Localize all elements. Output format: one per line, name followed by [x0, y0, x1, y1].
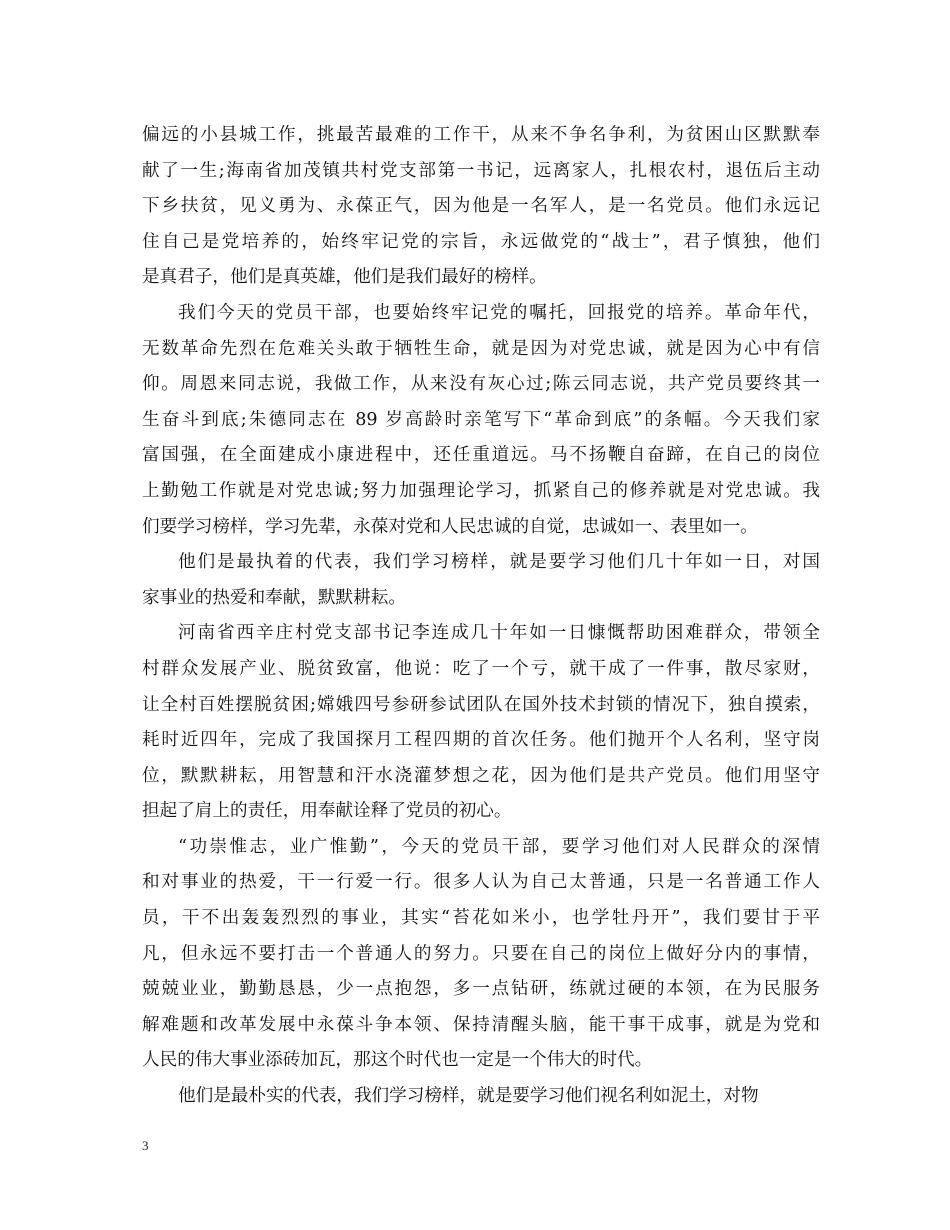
text-line: 耗时近四年，完成了我国探月工程四期的首次任务。他们抛开个人名利，坚守岗	[142, 730, 820, 751]
text-line: 住自己是党培养的，始终牢记党的宗旨，永远做党的“战士”，君子慎独，他们	[142, 231, 820, 252]
paragraph	[142, 830, 820, 1079]
text-line: 人民的伟大事业添砖加瓦，那这个时代也一定是一个伟大的时代。	[142, 1050, 653, 1071]
text-line: 让全村百姓摆脱贫困;嫦娥四号参研参试团队在国外技术封锁的情况下，独自摸索，	[142, 694, 820, 715]
text-line: 解难题和改革发展中永葆斗争本领、保持清醒头脑，能干事干成事，就是为党和	[142, 1014, 820, 1035]
text-line: 担起了肩上的责任，用奉献诠释了党员的初心。	[142, 801, 512, 822]
text-line: 生奋斗到底;朱德同志在 89 岁高龄时亲笔写下“革命到底”的条幅。今天我们家	[142, 409, 820, 430]
paragraph	[142, 296, 820, 545]
text-line: 仰。周恩来同志说，我做工作，从来没有灰心过;陈云同志说，共产党员要终其一	[142, 374, 820, 395]
text-line: 和对事业的热爱，干一行爱一行。很多人认为自己太普通，只是一名普通工作人	[142, 872, 820, 893]
text-line: 是真君子，他们是真英雄，他们是我们最好的榜样。	[142, 267, 547, 288]
paragraph	[142, 1079, 820, 1115]
text-line: 无数革命先烈在危难关头敢于牺牲生命，就是因为对党忠诚，就是因为心中有信	[142, 338, 820, 359]
text-line: 我们今天的党员干部，也要始终牢记党的嘱托，回报党的培养。革命年代，	[178, 302, 820, 323]
text-line: 凡，但永远不要打击一个普通人的努力。只要在自己的岗位上做好分内的事情，	[142, 943, 820, 964]
text-line: 们要学习榜样，学习先辈，永葆对党和人民忠诚的自觉，忠诚如一、表里如一。	[142, 516, 758, 537]
text-line: 偏远的小县城工作，挑最苦最难的工作干，从来不争名争利，为贫困山区默默奉	[142, 125, 820, 145]
document-body	[142, 118, 820, 1115]
text-line: 村群众发展产业、脱贫致富，他说：吃了一个亏，就干成了一件事，散尽家财，	[142, 658, 820, 679]
page-number: 3	[142, 1138, 149, 1153]
text-line: 他们是最执着的代表，我们学习榜样，就是要学习他们几十年如一日，对国	[178, 552, 820, 573]
text-line: “功崇惟志，业广惟勤”，今天的党员干部，要学习他们对人民群众的深情	[178, 836, 820, 857]
text-line: 下乡扶贫，见义勇为、永葆正气，因为他是一名军人，是一名党员。他们永远记	[142, 196, 820, 217]
text-line: 河南省西辛庄村党支部书记李连成几十年如一日慷慨帮助困难群众，带领全	[178, 623, 820, 644]
text-line: 富国强，在全面建成小康进程中，还任重道远。马不扬鞭自奋蹄，在自己的岗位	[142, 445, 820, 466]
text-line: 家事业的热爱和奉献，默默耕耘。	[142, 587, 406, 608]
text-line: 他们是最朴实的代表，我们学习榜样，就是要学习他们视名利如泥土，对物	[178, 1086, 759, 1107]
paragraph	[142, 616, 820, 830]
paragraph	[142, 545, 820, 616]
text-line: 员，干不出轰轰烈烈的事业，其实“苔花如米小，也学牡丹开”，我们要甘于平	[142, 908, 820, 929]
text-line: 上勤勉工作就是对党忠诚;努力加强理论学习，抓紧自己的修养就是对党忠诚。我	[142, 480, 820, 501]
text-line: 献了一生;海南省加茂镇共村党支部第一书记，远离家人，扎根农村，退伍后主动	[142, 160, 820, 181]
text-line: 兢兢业业，勤勤恳恳，少一点抱怨，多一点钻研，练就过硬的本领，在为民服务	[142, 979, 820, 1000]
text-line: 位，默默耕耘，用智慧和汗水浇灌梦想之花，因为他们是共产党员。他们用坚守	[142, 765, 820, 786]
paragraph	[142, 118, 820, 296]
